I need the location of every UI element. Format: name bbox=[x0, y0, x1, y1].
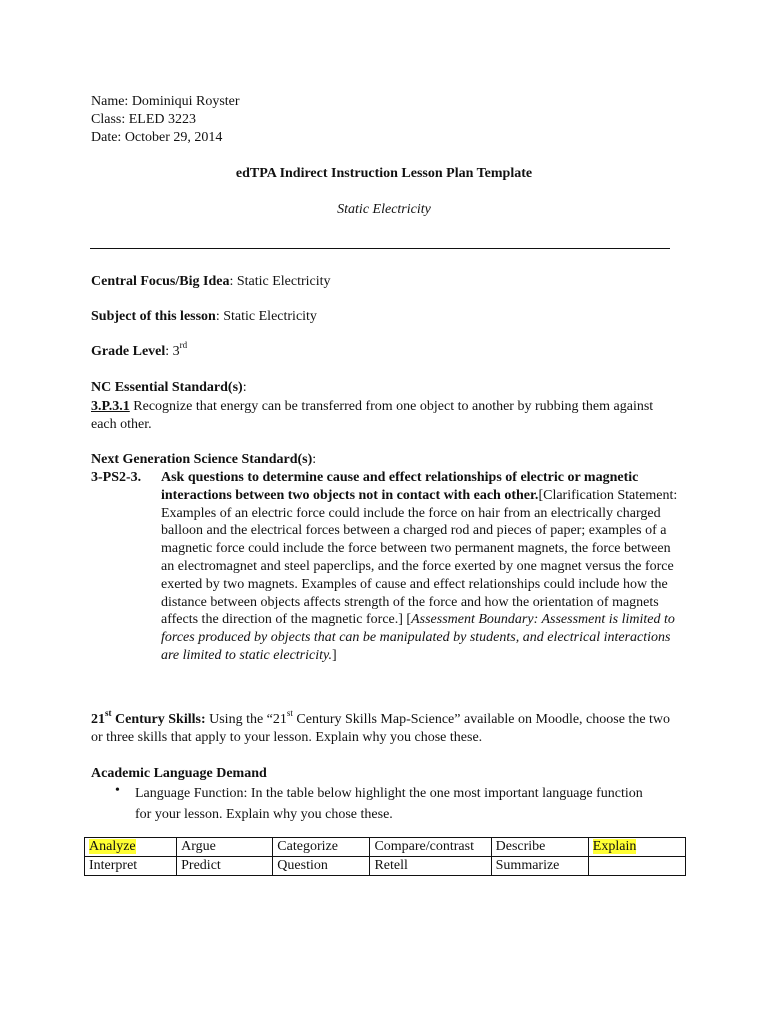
language-function-word: Summarize bbox=[495, 858, 560, 873]
language-function-word: Interpret bbox=[89, 858, 138, 873]
ngss-label: Next Generation Science Standard(s) bbox=[91, 452, 313, 467]
language-function-word: Retell bbox=[374, 858, 408, 873]
table-cell bbox=[177, 838, 273, 857]
document-subtitle: Static Electricity bbox=[337, 202, 431, 217]
subject-value: : Static Electricity bbox=[215, 309, 317, 324]
grade-level bbox=[91, 340, 188, 361]
class-line: Class: ELED 3223 bbox=[91, 112, 196, 127]
century-skills-text-b: Century Skills Map-Science” available on Moodle, choose the two or three skills that apply to your lesson. Explain why you chose these. bbox=[91, 712, 671, 745]
language-function-word: Analyze bbox=[89, 839, 136, 854]
language-function-word: Argue bbox=[181, 839, 216, 854]
ngss-bold-text: Ask questions to determine cause and effect relationships of electric or magnetic interactions between two objects not in contact with each other. bbox=[161, 470, 639, 503]
table-cell bbox=[273, 838, 370, 857]
ngss-colon: : bbox=[312, 452, 317, 467]
ngss-clarification: [Clarification Statement: Examples of an electric force could include the force on hair from an electrically charged balloon and the electrical forces between a charged rod and pieces of paper; examples of a magnetic force could include the force between two permanent magnets, the force between an electromagnet and steel paperclips, and the force exerted by one magnet versus the force exerted by two magnets. Examples of cause and effect relationships could include how the distance between objects affects strength of the force and how the orientation of magnets affects the direction of the magnetic force.] [ bbox=[161, 487, 678, 628]
ngss-close-bracket: ] bbox=[331, 647, 337, 663]
nc-standard-text bbox=[91, 398, 681, 434]
table-cell bbox=[370, 857, 491, 876]
language-function-word: Compare/contrast bbox=[374, 839, 474, 854]
language-function-word: Categorize bbox=[277, 839, 338, 854]
central-focus-value: : Static Electricity bbox=[229, 274, 331, 289]
central-focus-label: Central Focus/Big Idea bbox=[91, 274, 230, 289]
table-cell bbox=[177, 857, 273, 876]
nc-standard-label: NC Essential Standard(s) bbox=[91, 380, 243, 395]
language-function-word: Question bbox=[277, 858, 328, 873]
table-cell bbox=[491, 838, 588, 857]
date-line: Date: October 29, 2014 bbox=[91, 130, 223, 145]
language-function-table bbox=[84, 837, 686, 876]
student-name: Name: Dominiqui Royster bbox=[91, 94, 240, 109]
table-cell bbox=[491, 857, 588, 876]
ngss-heading bbox=[91, 451, 316, 469]
grade-label: Grade Level bbox=[91, 344, 166, 359]
language-function-word: Describe bbox=[495, 839, 546, 854]
ngss-code: 3-PS2-3. bbox=[91, 470, 142, 485]
table-cell bbox=[85, 857, 177, 876]
table-cell bbox=[588, 857, 685, 876]
century-skills bbox=[91, 708, 681, 747]
grade-value: : 3 bbox=[165, 344, 180, 359]
nc-standard-heading bbox=[91, 379, 247, 397]
table-cell bbox=[85, 838, 177, 857]
language-function-word: Explain bbox=[592, 839, 637, 854]
century-skills-text-superscript: st bbox=[286, 708, 293, 719]
ngss-standard-text bbox=[161, 469, 683, 665]
bullet-icon: • bbox=[115, 783, 120, 798]
academic-language-heading: Academic Language Demand bbox=[91, 766, 267, 781]
century-skills-number: 21 bbox=[91, 712, 105, 727]
grade-superscript: rd bbox=[179, 340, 188, 351]
document-title: edTPA Indirect Instruction Lesson Plan Template bbox=[235, 166, 533, 181]
nc-standard-code: 3.P.3.1 bbox=[91, 399, 130, 414]
ngss-assessment-boundary: Assessment Boundary: Assessment is limited to forces produced by objects that can be manipulated by students, and electrical interactions are limited to static electricity. bbox=[161, 612, 675, 663]
table-row bbox=[85, 857, 686, 876]
table-cell bbox=[370, 838, 491, 857]
table-cell bbox=[588, 838, 685, 857]
horizontal-rule bbox=[90, 248, 670, 249]
century-skills-superscript: st bbox=[105, 708, 112, 719]
nc-standard-colon: : bbox=[242, 380, 247, 395]
century-skills-text-a: Using the “21 bbox=[205, 712, 287, 727]
table-row bbox=[85, 838, 686, 857]
subject-label: Subject of this lesson bbox=[91, 309, 216, 324]
century-skills-label bbox=[91, 708, 206, 727]
century-skills-label-rest: Century Skills: bbox=[111, 712, 206, 727]
lesson-subject bbox=[91, 308, 317, 326]
table-cell bbox=[273, 857, 370, 876]
nc-standard-description: Recognize that energy can be transferred from one object to another by rubbing them against each other. bbox=[91, 399, 654, 432]
central-focus bbox=[91, 273, 331, 291]
language-function-word: Predict bbox=[181, 858, 221, 873]
language-function-text: Language Function: In the table below highlight the one most important language function for your lesson. Explain why you chose these. bbox=[135, 786, 643, 822]
